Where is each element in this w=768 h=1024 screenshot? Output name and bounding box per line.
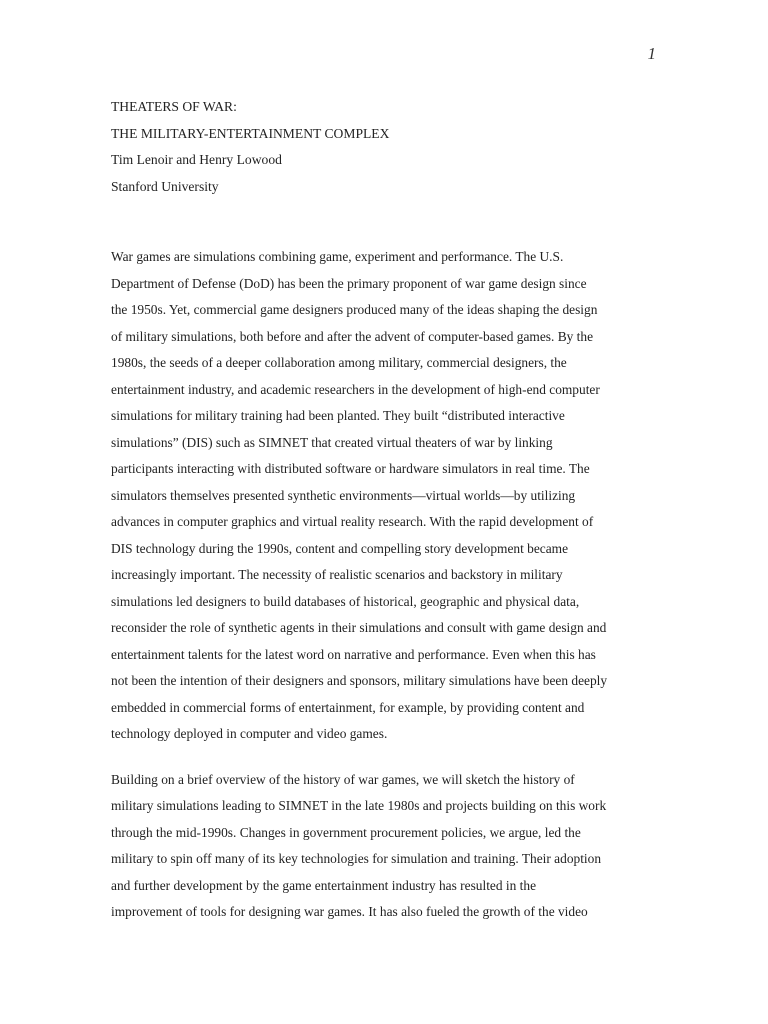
text-line: embedded in commercial forms of entertainment, for example, by providing content and xyxy=(111,699,585,715)
body-text xyxy=(111,244,676,945)
text-line: entertainment talents for the latest word on narrative and performance. Even when this has xyxy=(111,646,596,662)
text-line: reconsider the role of synthetic agents in their simulations and consult with game design and xyxy=(111,620,607,635)
text-line: Department of Defense (DoD) has been the primary proponent of war game design since xyxy=(111,275,587,291)
text-line: simulations for military training had been planted. They built “distributed interactive xyxy=(111,408,565,423)
text-line: improvement of tools for designing war games. It has also fueled the growth of the video xyxy=(111,904,588,919)
text-line: participants interacting with distributed software or hardware simulators in real time. The xyxy=(111,461,590,476)
page-number: 1 xyxy=(647,44,656,63)
text-line: and further development by the game entertainment industry has resulted in the xyxy=(111,877,537,893)
text-line: technology deployed in computer and video games. xyxy=(111,726,388,741)
text-line: not been the intention of their designers and sponsors, military simulations have been deeply xyxy=(111,673,608,688)
text-line: War games are simulations combining game, experiment and performance. The U.S. xyxy=(111,249,564,264)
authors: Tim Lenoir and Henry Lowood xyxy=(111,152,282,167)
title-line-2: THE MILITARY-ENTERTAINMENT COMPLEX xyxy=(111,125,390,141)
text-line: of military simulations, both before and after the advent of computer-based games. By the xyxy=(111,328,594,344)
text-line: the 1950s. Yet, commercial game designers produced many of the ideas shaping the design xyxy=(111,302,598,317)
text-line: simulators themselves presented synthetic environments—virtual worlds—by utilizing xyxy=(111,487,576,503)
text-line: advances in computer graphics and virtual reality research. With the rapid development of xyxy=(111,514,594,529)
text-line: Building on a brief overview of the history of war games, we will sketch the history of xyxy=(111,771,575,787)
text-line: simulations” (DIS) such as SIMNET that created virtual theaters of war by linking xyxy=(111,434,553,450)
title-line-1: THEATERS OF WAR: xyxy=(111,99,237,114)
text-line: through the mid-1990s. Changes in government procurement policies, we argue, led the xyxy=(111,824,581,840)
affiliation: Stanford University xyxy=(111,178,219,194)
paragraph xyxy=(111,244,676,748)
text-line: military simulations leading to SIMNET in the late 1980s and projects building on this work xyxy=(111,798,607,813)
title-block xyxy=(111,94,671,200)
text-line: DIS technology during the 1990s, content and compelling story development became xyxy=(111,540,569,556)
paragraph xyxy=(111,767,676,926)
text-line: simulations led designers to build databases of historical, geographic and physical data, xyxy=(111,593,580,609)
text-line: increasingly important. The necessity of realistic scenarios and backstory in military xyxy=(111,567,563,582)
text-line: military to spin off many of its key technologies for simulation and training. Their adoption xyxy=(111,851,602,866)
text-line: 1980s, the seeds of a deeper collaboration among military, commercial designers, the xyxy=(111,355,567,370)
text-line: entertainment industry, and academic researchers in the development of high-end computer xyxy=(111,381,600,397)
